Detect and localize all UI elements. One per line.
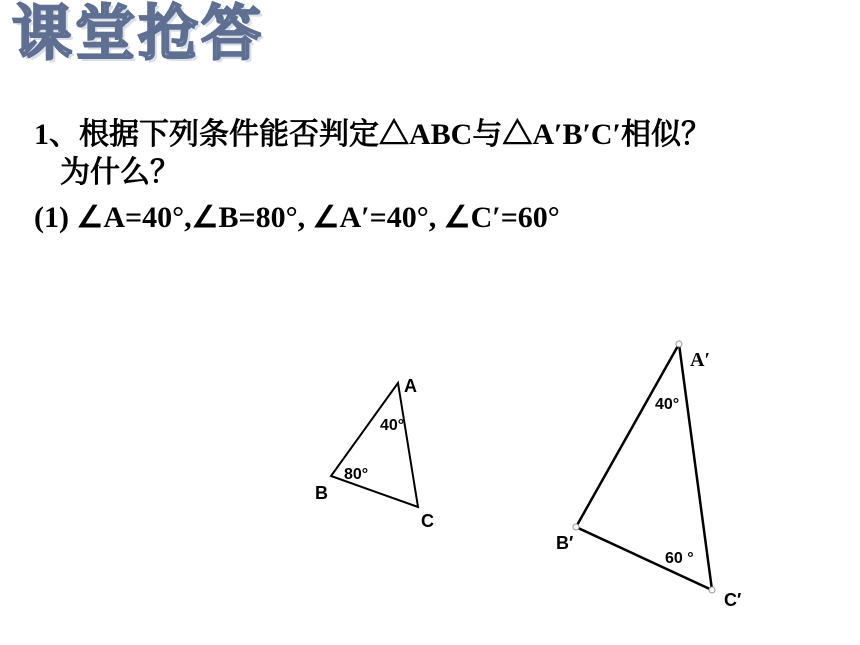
vertex-b-label: B (315, 483, 328, 503)
angle-a-value: 40° (380, 417, 405, 434)
triangle-a-prime (556, 341, 741, 610)
question-line-2: 为什么？ (60, 156, 180, 189)
triangle-abc-shape (331, 383, 418, 507)
vertex-a-prime-dot (676, 341, 682, 347)
angle-a-prime-value: 40° (655, 396, 680, 413)
question-line-1: 1、根据下列条件能否判定△ABC与△A′B′C′相似？ (34, 118, 711, 151)
vertex-b-prime-label: B′ (556, 533, 574, 553)
vertex-a-prime-label: A′ (690, 349, 711, 371)
vertex-a-label: A (404, 376, 417, 396)
angle-c-prime-value: 60 ° (665, 550, 694, 567)
question-condition: (1) ∠A=40°,∠B=80°, ∠A′=40°, ∠C′=60° (34, 201, 560, 234)
vertex-c-prime-dot (709, 587, 715, 593)
vertex-c-label: C (421, 511, 434, 531)
slide-title: 课堂抢答 (12, 0, 264, 69)
angle-b-value: 80° (344, 466, 369, 483)
vertex-b-prime-dot (573, 524, 579, 530)
vertex-c-prime-label: C′ (724, 590, 742, 610)
triangle-abc (315, 376, 434, 531)
